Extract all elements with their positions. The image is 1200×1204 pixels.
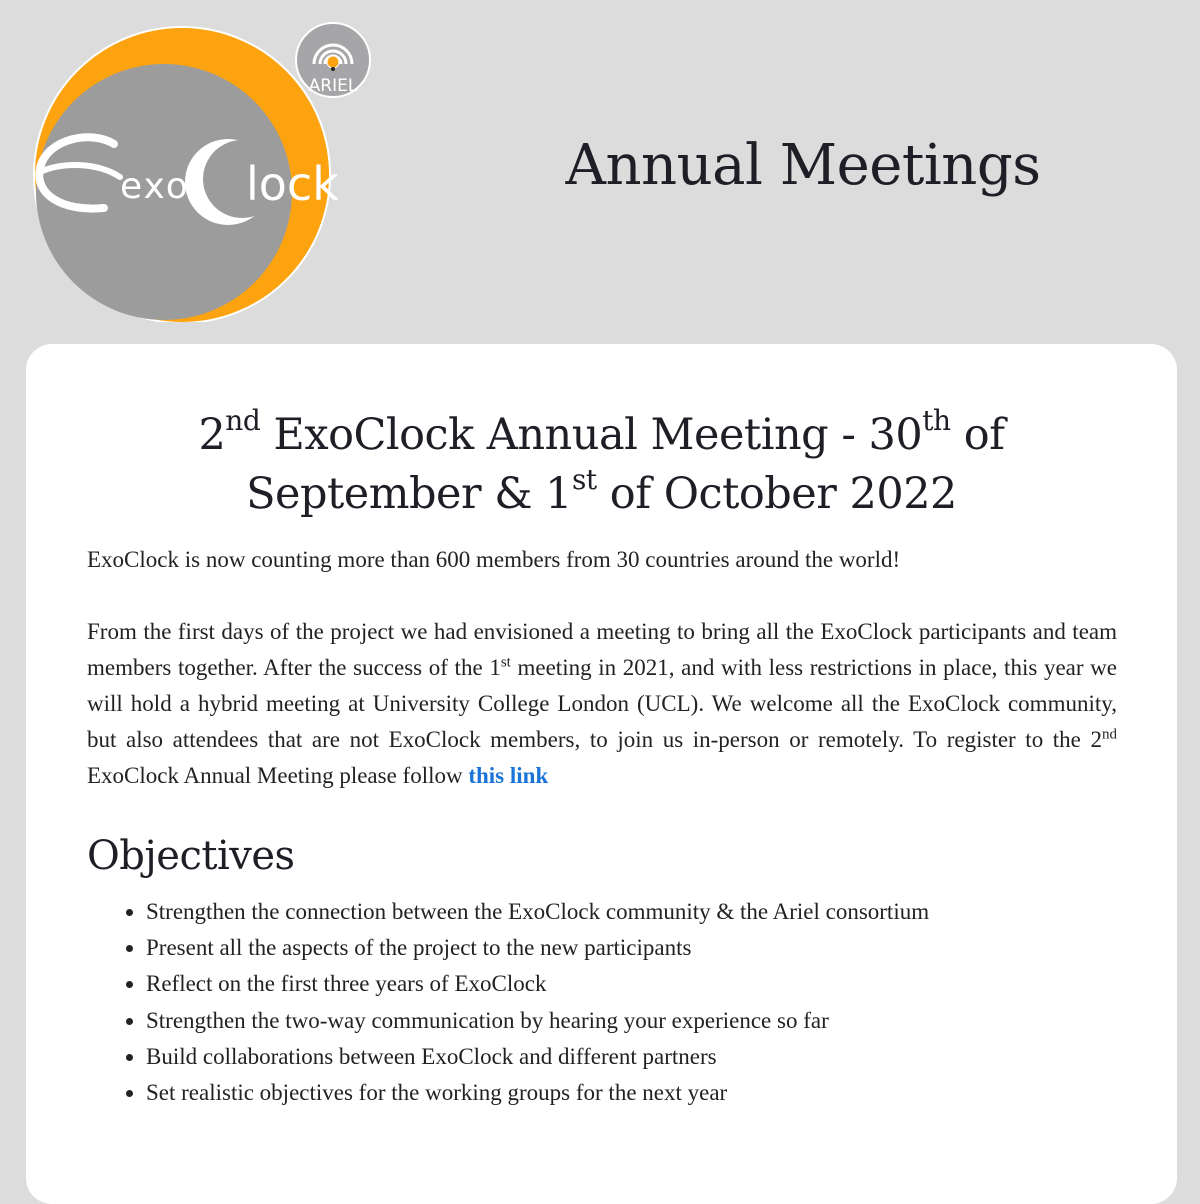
- meeting-title-line1: 2nd ExoClock Annual Meeting - 30th of: [198, 403, 1005, 460]
- logo-wordmark-lock: lock: [246, 157, 339, 211]
- objectives-heading: Objectives: [87, 833, 295, 879]
- content-card: [26, 344, 1177, 1204]
- meeting-title-line2: September & 1st of October 2022: [246, 462, 957, 519]
- list-item: • Strengthen the connection between the ExoClock community & the Ariel consortium: [146, 894, 1176, 930]
- list-item: • Build collaborations between ExoClock and different partners: [146, 1039, 1176, 1075]
- description-paragraph: From the first days of the project we had envisioned a meeting to bring all the ExoClock participants and team members together. After the success of the 1st meeting in 2021, and with less restrictions in place, this year we will hold a hybrid meeting at University College London (UCL). We welcome all the ExoClock community, but also attendees that are not ExoClock members, to join us in-person or remotely. To register to the 2nd ExoClock Annual Meeting please follow this link: [87, 619, 1117, 788]
- exoclock-logo[interactable]: [22, 12, 382, 322]
- ariel-badge-icon: [296, 23, 370, 97]
- page-header: [0, 0, 1200, 344]
- list-item: • Reflect on the first three years of ExoClock: [146, 966, 1176, 1002]
- meeting-title: [26, 403, 1177, 524]
- objectives-list: [87, 894, 1176, 1111]
- intro-text: ExoClock is now counting more than 600 members from 30 countries around the world!: [87, 547, 901, 572]
- list-item: • Strengthen the two-way communication by hearing your experience so far: [146, 1003, 1176, 1039]
- register-link[interactable]: this link: [468, 763, 549, 788]
- list-item: • Present all the aspects of the project to the new participants: [146, 930, 1176, 966]
- list-item: • Set realistic objectives for the working groups for the next year: [146, 1075, 1176, 1111]
- logo-wordmark-exo: exo: [120, 166, 190, 207]
- svg-text:ARIEL: ARIEL: [308, 76, 358, 96]
- page-title: Annual Meetings: [565, 133, 1041, 198]
